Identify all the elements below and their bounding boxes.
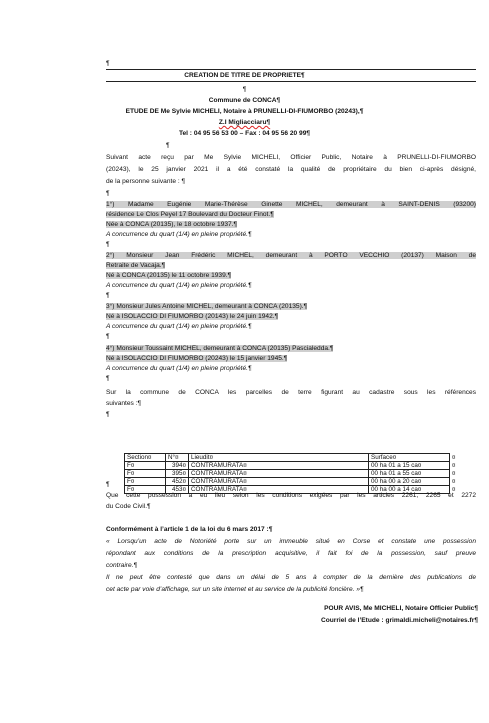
row-end-mark: ¤: [452, 478, 456, 485]
cell-number: 394¤: [166, 462, 189, 470]
row-end-mark: ¤: [452, 462, 456, 469]
etude-line: ETUDE DE Me Sylvie MICHELI, Notaire à PRUNELLI-DI-FIUMORBO (20243),¶: [125, 108, 364, 115]
law-quote-line-3: contraire.¶: [106, 562, 138, 569]
table-header-row: [125, 454, 461, 462]
title-bottom-border: [106, 81, 476, 82]
cell-lieudit: CONTRAMURATA¤: [189, 462, 369, 470]
cell-surface: 00 ha 00 a 20 ca¤: [369, 478, 450, 486]
person-4-line-1: 4°) Monsieur Toussaint MICHEL, demeurant à CONCA (20135) Pascialedda.¶: [106, 345, 334, 352]
pilcrow: ¶: [166, 142, 170, 149]
intro-line-3: de la personne suivante : ¶: [106, 178, 186, 185]
courriel-line: Courriel de l’Etude : grimaldi.micheli@notaires.fr¶: [320, 617, 478, 624]
law-quote-line-1: « Lorsqu’un acte de Notoriété porte sur un immeuble situé en Corse et constate une possession: [106, 538, 476, 545]
law-quote-line-2: répondant aux conditions de la prescription acquisitive, il fait foi de la possession, sauf preuve: [106, 550, 476, 557]
possession-line-2: du Code Civil.¶: [106, 503, 151, 510]
cell-number: 395¤: [166, 470, 189, 478]
person-3-line-1: 3°) Monsieur Jules Antoine MICHEL, demeurant à CONCA (20135).¶: [106, 303, 308, 310]
row-end-mark: ¤: [452, 486, 456, 493]
intro-line-1: Suivant acte reçu par Me Sylvie MICHELI, Officier Public, Notaire à PRUNELLI-DI-FIUMORBO: [106, 154, 476, 161]
pilcrow: ¶: [106, 411, 110, 418]
intro-line-2: (20243), le 25 janvier 2021 il a été constaté la qualité de propriétaire du bien ci-après désigné,: [106, 166, 476, 173]
pilcrow-mark: ¶: [106, 60, 110, 67]
pilcrow: ¶: [106, 375, 110, 382]
pilcrow: ¶: [106, 333, 110, 340]
cell-section: F¤: [125, 470, 166, 478]
person-3-birth: Né à ISOLACCIO DI FIUMORBO (20143) le 24 juin 1942.¶: [106, 313, 279, 320]
cell-section: F¤: [125, 478, 166, 486]
person-1-line-1: 1°) Madame Eugénie Marie-Thérèse Ginette MICHEL, demeurant à SAINT-DENIS (93200): [106, 201, 476, 208]
pilcrow: ¶: [242, 86, 247, 93]
cell-number: 452¤: [166, 478, 189, 486]
row-end-mark: ¤: [452, 454, 456, 461]
law-quote-line-4: Il ne peut être contesté que dans un délai de 5 ans à compter de la dernière des publications de: [106, 574, 476, 581]
law-quote-line-5: cet acte par voie d’affichage, sur un site internet et au service de la publicité foncière. »¶: [106, 586, 364, 593]
person-2-birth: Né à CONCA (20135) le 11 octobre 1939.¶: [106, 272, 232, 279]
cell-surface: 00 ha 01 a 55 ca¤: [369, 470, 450, 478]
pilcrow: ¶: [106, 241, 110, 248]
table-row: [125, 470, 461, 478]
person-1-birth: Née à CONCA (20135), le 18 octobre 1937.¶: [106, 221, 238, 228]
header-section: Section¤: [125, 454, 166, 462]
person-4-birth: Né à ISOLACCIO DI FIUMORBO (20243) le 15 janvier 1945.¶: [106, 355, 288, 362]
cell-lieudit: CONTRAMURATA¤: [189, 470, 369, 478]
parcels-table: [124, 453, 461, 494]
person-4-share: A concurrence du quart (1/4) en pleine propriété.¶: [106, 365, 252, 372]
header-surface: Surface¤: [369, 454, 450, 462]
person-1-line-2: résidence Le Clos Peyel 17 Boulevard du Docteur Finot.¶: [106, 211, 274, 218]
person-2-line-2: Retraite de Vacaja.¶: [106, 262, 166, 269]
commune-line: Commune de CONCA¶: [208, 97, 281, 104]
cell-section: F¤: [125, 462, 166, 470]
tel-line: Tel : 04 95 56 53 00 – Fax : 04 95 56 20 99¶: [178, 130, 311, 137]
pilcrow: ¶: [106, 292, 110, 299]
possession-line-1: Que cette possession a eu lieu selon les conditions exigées par les articles 2261, 2265 et 2272: [106, 492, 476, 499]
cell-lieudit: CONTRAMURATA¤: [189, 486, 369, 494]
parcels-intro-line-2: suivantes :¶: [106, 400, 142, 407]
person-2-share: A concurrence du quart (1/4) en pleine propriété.¶: [106, 282, 252, 289]
cell-number: 453¤: [166, 486, 189, 494]
cell-lieudit: CONTRAMURATA¤: [189, 478, 369, 486]
pilcrow: ¶: [106, 481, 110, 488]
person-3-share: A concurrence du quart (1/4) en pleine propriété.¶: [106, 323, 252, 330]
zi-line: [0, 119, 489, 127]
cell-surface: 00 ha 01 a 15 ca¤: [369, 462, 450, 470]
cell-surface: 00 ha 00 a 14 ca¤: [369, 486, 450, 494]
zi-text: Z.I Migliacciaru¶: [218, 119, 271, 126]
row-end-mark: ¤: [452, 470, 456, 477]
person-2-line-1: 2°) Monsieur Jean Frédéric MICHEL, demeurant à PORTO VECCHIO (20137) Maison de: [106, 252, 476, 259]
table-row: [125, 462, 461, 470]
document-title: CREATION DE TITRE DE PROPRIETE¶: [184, 72, 305, 79]
cell-section: F¤: [125, 486, 166, 494]
pilcrow: ¶: [106, 190, 110, 197]
signature-line: POUR AVIS, Me MICHELI, Notaire Officier Public¶: [324, 605, 478, 612]
title-top-border: [106, 69, 476, 70]
parcels-intro-line-1: Sur la commune de CONCA les parcelles de terre figurant au cadastre sous les références: [106, 389, 476, 396]
header-lieudit: Lieudit¤: [189, 454, 369, 462]
table-row: [125, 478, 461, 486]
law-title: Conformément à l’article 1 de la loi du 6 mars 2017 :¶: [106, 526, 273, 533]
header-number: N°¤: [166, 454, 189, 462]
person-1-share: A concurrence du quart (1/4) en pleine propriété.¶: [106, 231, 252, 238]
